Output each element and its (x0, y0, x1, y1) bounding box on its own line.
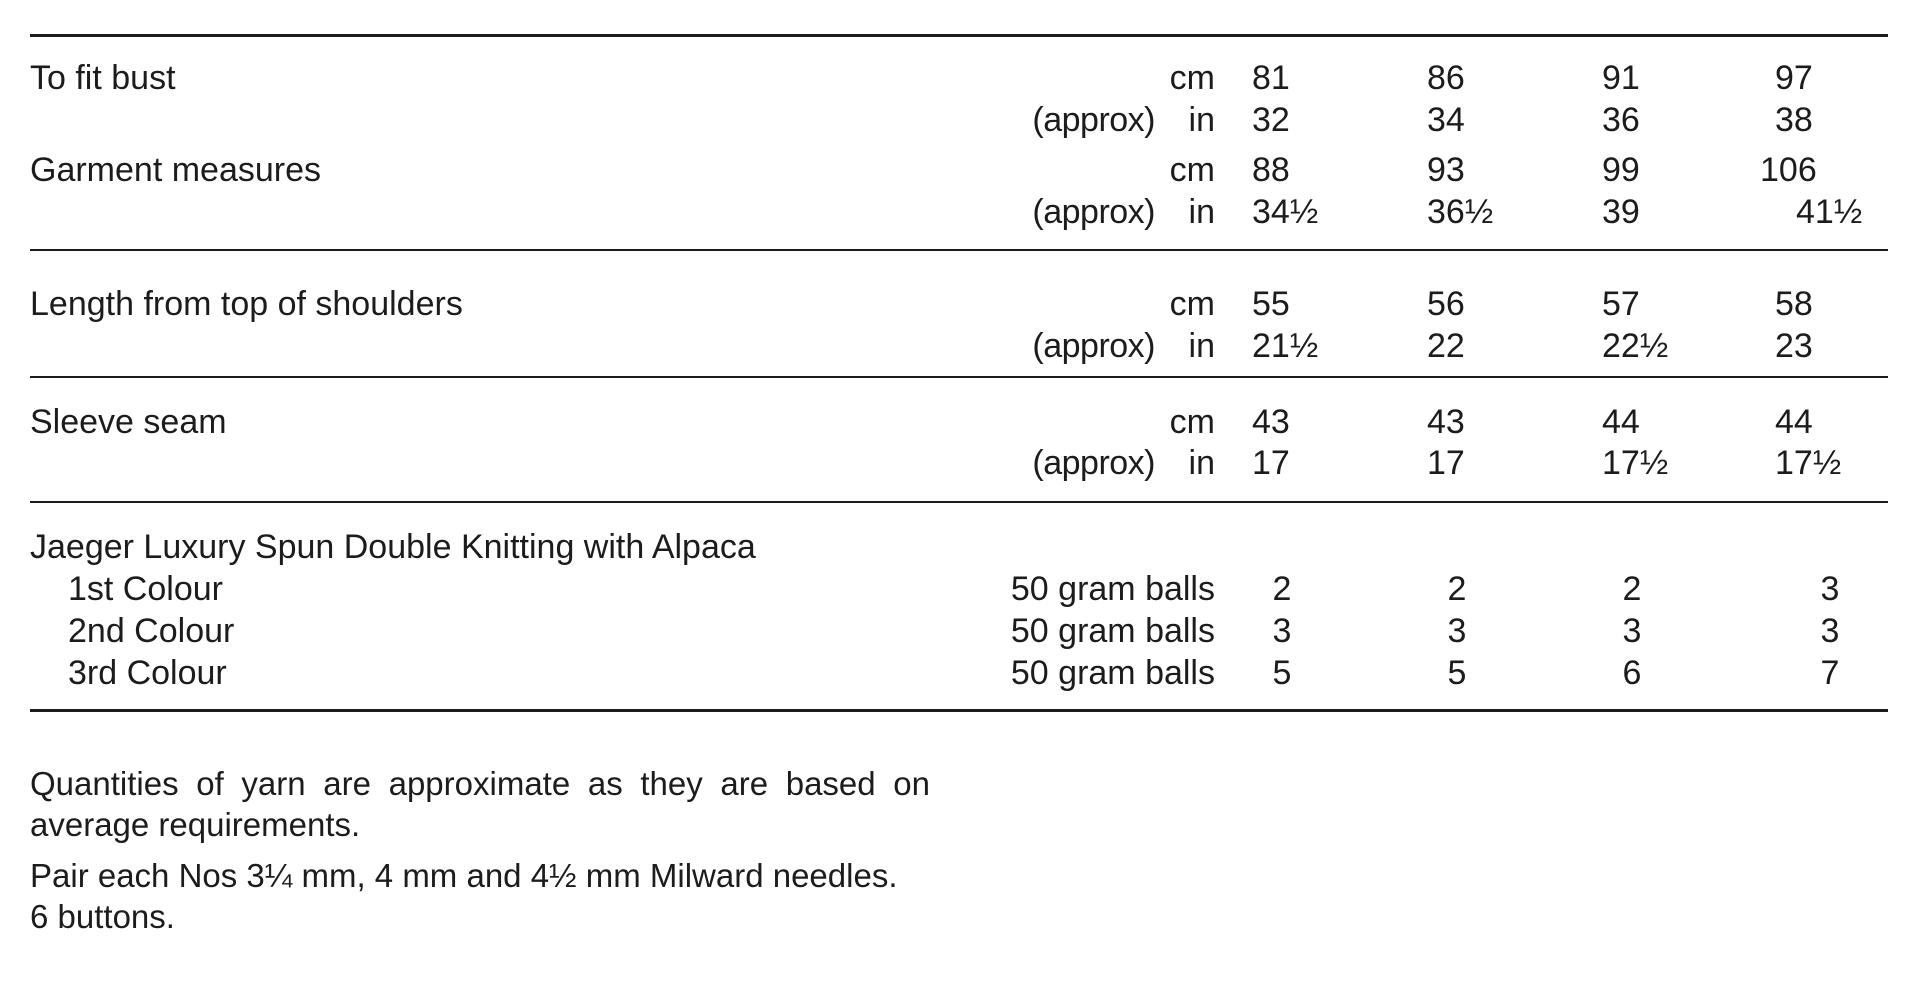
garment-cm-size-3: 99 (1602, 151, 1640, 189)
bust-label: To fit bust (30, 59, 176, 97)
sleeve-in-size-3: 17½ (1602, 444, 1669, 482)
garment-approx-note: (approx) (1032, 193, 1155, 231)
needles-note: Pair each Nos 3¼ mm, 4 mm and 4½ mm Milward needles. (30, 857, 898, 894)
bust-in-row (0, 99, 1921, 141)
garment-cm-row (0, 149, 1921, 191)
bust-cm-size-2: 86 (1427, 59, 1465, 97)
yarn-colour-1-size-4: 3 (1820, 570, 1840, 608)
sleeve-cm-unit: cm (1169, 403, 1215, 441)
yarn-colour-1-size-1: 2 (1272, 570, 1292, 608)
bust-in-unit: in (1188, 101, 1215, 139)
length-cm-size-1: 55 (1252, 285, 1290, 323)
rule-after-length (30, 376, 1888, 378)
garment-in-size-2: 36½ (1427, 193, 1494, 231)
garment-in-unit: in (1188, 193, 1215, 231)
sleeve-in-size-4: 17½ (1775, 444, 1842, 482)
top-rule (30, 34, 1888, 37)
buttons-note: 6 buttons. (30, 898, 175, 935)
bust-cm-size-1: 81 (1252, 59, 1290, 97)
yarn-colour-3-size-4: 7 (1820, 654, 1840, 692)
sleeve-in-row (0, 442, 1921, 484)
length-cm-row (0, 283, 1921, 325)
bust-cm-row (0, 57, 1921, 99)
garment-cm-unit: cm (1169, 151, 1215, 189)
bust-cm-unit: cm (1169, 59, 1215, 97)
garment-in-size-3: 39 (1602, 193, 1640, 231)
length-in-unit: in (1188, 327, 1215, 365)
yarn-colour-1-unit: 50 gram balls (1010, 570, 1215, 608)
length-in-row (0, 325, 1921, 367)
sleeve-in-size-2: 17 (1427, 444, 1465, 482)
sleeve-cm-size-1: 43 (1252, 403, 1290, 441)
yarn-colour-3-row (0, 652, 1921, 694)
length-cm-size-2: 56 (1427, 285, 1465, 323)
yarn-colour-3-unit: 50 gram balls (1010, 654, 1215, 692)
bust-approx-note: (approx) (1032, 101, 1155, 139)
length-cm-size-3: 57 (1602, 285, 1640, 323)
yarn-colour-2-label: 2nd Colour (68, 612, 235, 650)
length-in-size-4: 23 (1775, 327, 1813, 365)
bust-in-size-4: 38 (1775, 101, 1813, 139)
yarn-colour-3-label: 3rd Colour (68, 654, 227, 692)
garment-label: Garment measures (30, 151, 321, 189)
sleeve-cm-size-3: 44 (1602, 403, 1640, 441)
bust-cm-size-3: 91 (1602, 59, 1640, 97)
length-in-size-1: 21½ (1252, 327, 1319, 365)
garment-in-row (0, 191, 1921, 233)
yarn-colour-1-size-2: 2 (1447, 570, 1467, 608)
yarn-colour-3-size-1: 5 (1272, 654, 1292, 692)
length-label: Length from top of shoulders (30, 285, 463, 323)
yarn-colour-2-size-1: 3 (1272, 612, 1292, 650)
yarn-colour-2-row (0, 610, 1921, 652)
rule-after-yarn (30, 709, 1888, 712)
yarn-colour-1-label: 1st Colour (68, 570, 223, 608)
yarn-colour-2-size-2: 3 (1447, 612, 1467, 650)
rule-after-sleeve (30, 501, 1888, 503)
bust-cm-size-4: 97 (1775, 59, 1813, 97)
length-in-size-3: 22½ (1602, 327, 1669, 365)
garment-cm-size-2: 93 (1427, 151, 1465, 189)
sleeve-cm-row (0, 401, 1921, 443)
length-in-size-2: 22 (1427, 327, 1465, 365)
rule-after-garment (30, 249, 1888, 251)
yarn-title-row (0, 526, 1921, 568)
yarn-colour-2-size-4: 3 (1820, 612, 1840, 650)
yarn-colour-1-size-3: 2 (1622, 570, 1642, 608)
garment-cm-size-4: 106 (1760, 151, 1817, 189)
sleeve-label: Sleeve seam (30, 403, 227, 441)
garment-in-size-1: 34½ (1252, 193, 1319, 231)
yarn-quantities-note: Quantities of yarn are approximate as they are based on average requirements. (30, 765, 930, 843)
length-cm-size-4: 58 (1775, 285, 1813, 323)
sleeve-cm-size-2: 43 (1427, 403, 1465, 441)
bust-in-size-2: 34 (1427, 101, 1465, 139)
bust-in-size-3: 36 (1602, 101, 1640, 139)
sleeve-cm-size-4: 44 (1775, 403, 1813, 441)
yarn-colour-1-row (0, 568, 1921, 610)
sleeve-approx-note: (approx) (1032, 444, 1155, 482)
yarn-title: Jaeger Luxury Spun Double Knitting with Alpaca (30, 528, 756, 566)
garment-in-size-4: 41½ (1796, 193, 1863, 231)
bust-in-size-1: 32 (1252, 101, 1290, 139)
sleeve-in-unit: in (1188, 444, 1215, 482)
yarn-colour-3-size-2: 5 (1447, 654, 1467, 692)
sleeve-in-size-1: 17 (1252, 444, 1290, 482)
length-cm-unit: cm (1169, 285, 1215, 323)
yarn-colour-2-unit: 50 gram balls (1010, 612, 1215, 650)
yarn-colour-3-size-3: 6 (1622, 654, 1642, 692)
length-approx-note: (approx) (1032, 327, 1155, 365)
garment-cm-size-1: 88 (1252, 151, 1290, 189)
notes-block (30, 763, 930, 937)
yarn-colour-2-size-3: 3 (1622, 612, 1642, 650)
